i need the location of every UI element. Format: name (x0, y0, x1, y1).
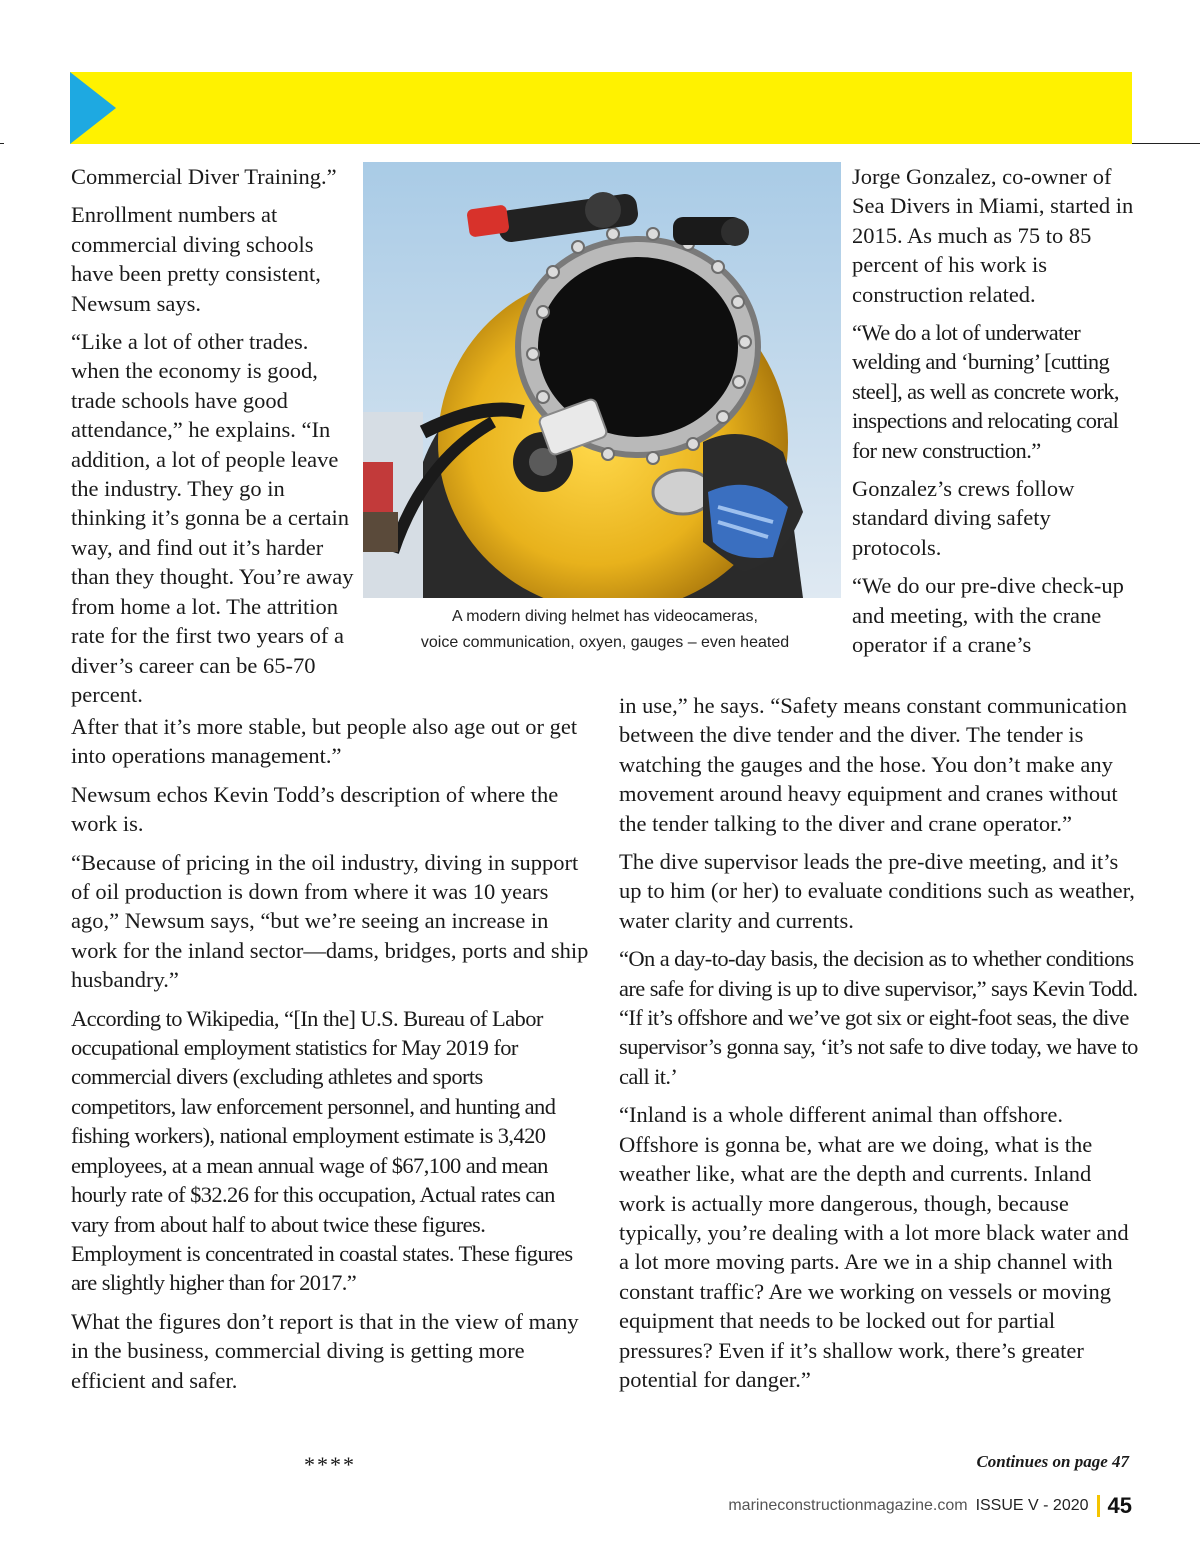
page-footer (728, 1493, 1132, 1519)
paragraph: What the figures don’t report is that in the view of many in the business, commercial diving is getting more efficient and safer. (71, 1308, 579, 1393)
header-rule (1132, 143, 1200, 144)
paragraph: The dive supervisor leads the pre-dive meeting, and it’s up to him (or her) to evaluate conditions such as weather, water clarity and currents. (619, 849, 1135, 933)
paragraph: in use,” he says. “Safety means constant communication between the dive tender and the diver. The tender is watching the gauges and the hose. You don’t make any movement around heavy equipment and cranes without the tender talking to the diver and crane operator.” (619, 693, 1127, 836)
paragraph: “On a day-to-day basis, the decision as to whether conditions are safe for diving is up to dive supervisor,” says Kevin Todd. “If it’s offshore and we’ve got six or eight-foot seas, the dive supervisor’s gonna say, ‘it’s not safe to dive today, we have to call it.’ (619, 946, 1138, 1089)
paragraph: “We do a lot of underwater welding and ‘burning’ [cutting steel], as well as concrete work, inspections and relocating coral for new construction.” (852, 320, 1119, 463)
header-banner (70, 72, 1132, 144)
caption-line: A modern diving helmet has videocameras, (452, 608, 758, 625)
left-column-top (71, 162, 361, 718)
crop-mark (0, 143, 4, 144)
photo-caption (380, 604, 830, 656)
continues-link[interactable]: Continues on page 47 (976, 1452, 1129, 1471)
paragraph: “Inland is a whole different animal than offshore. Offshore is gonna be, what are we doing, what is the weather like, what are the depth and currents. Inland work is actually more dangerous, though, because typically, you’re dealing with a lot more black water and a lot more moving parts. Are we in a ship channel with constant traffic? Are we working on vessels or moving equipment that needs to be locked out for partial pressures? Even if it’s shallow work, there’s greater potential for danger.” (619, 1102, 1129, 1392)
right-column-top (852, 162, 1142, 669)
diving-helmet-illustration (363, 162, 841, 598)
banner-arrow-icon (70, 72, 116, 144)
paragraph: Enrollment numbers at commercial diving schools have been pretty consistent, Newsum says. (71, 202, 321, 316)
paragraph: Newsum echos Kevin Todd’s description of where the work is. (71, 781, 559, 837)
paragraph: “Like a lot of other trades. when the economy is good, trade schools have good attendance,” he explains. “In addition, a lot of people leave the industry. They go in thinking it’s gonna be a certain way, and find out it’s harder than they thought. You’re away from home a lot. The attrition rate for the first two years of a diver’s career can be 65-70 percent. (71, 329, 354, 707)
section-break: **** (304, 1452, 356, 1477)
page-number: 45 (1107, 1493, 1132, 1518)
paragraph: After that it’s more stable, but people also age out or get into operations management.” (71, 714, 578, 769)
footer-issue: ISSUE V - 2020 (975, 1497, 1089, 1514)
paragraph: Gonzalez’s crews follow standard diving safety protocols. (852, 476, 1075, 560)
footer-site[interactable]: marineconstructionmagazine.com (728, 1497, 968, 1514)
paragraph: Jorge Gonzalez, co-owner of Sea Divers in Miami, started in 2015. As much as 75 to 85 percent of his work is construction related. (852, 164, 1134, 307)
paragraph: Commercial Diver Training.” (71, 164, 337, 189)
footer-divider (1097, 1495, 1100, 1517)
right-column-bottom (619, 691, 1139, 1403)
paragraph: “Because of pricing in the oil industry, diving in support of oil production is down from where it was 10 years ago,” Newsum says, “but we’re seeing an increase in work for the inland sector—dams, bridges, ports and ship husbandry.” (71, 849, 589, 993)
caption-line: voice communication, oxyen, gauges – even heated (420, 634, 790, 651)
left-column-bottom (71, 712, 591, 1404)
paragraph: According to Wikipedia, “[In the] U.S. Bureau of Labor occupational employment statistics for May 2019 for commercial divers (excluding athletes and sports competitors, law enforcement personnel, and hunting and fishing workers), national employment estimate is 3,420 employees, at a mean annual wage of $67,100 and mean hourly rate of $32.26 for this occupation, Actual rates can vary from about half to about twice these figures. Employment is concentrated in coastal states. These figures are slightly higher than for 2017.” (71, 1005, 573, 1296)
diving-helmet-photo (363, 162, 841, 598)
paragraph: “We do our pre-dive check-up and meeting, with the crane operator if a crane’s (852, 573, 1124, 658)
